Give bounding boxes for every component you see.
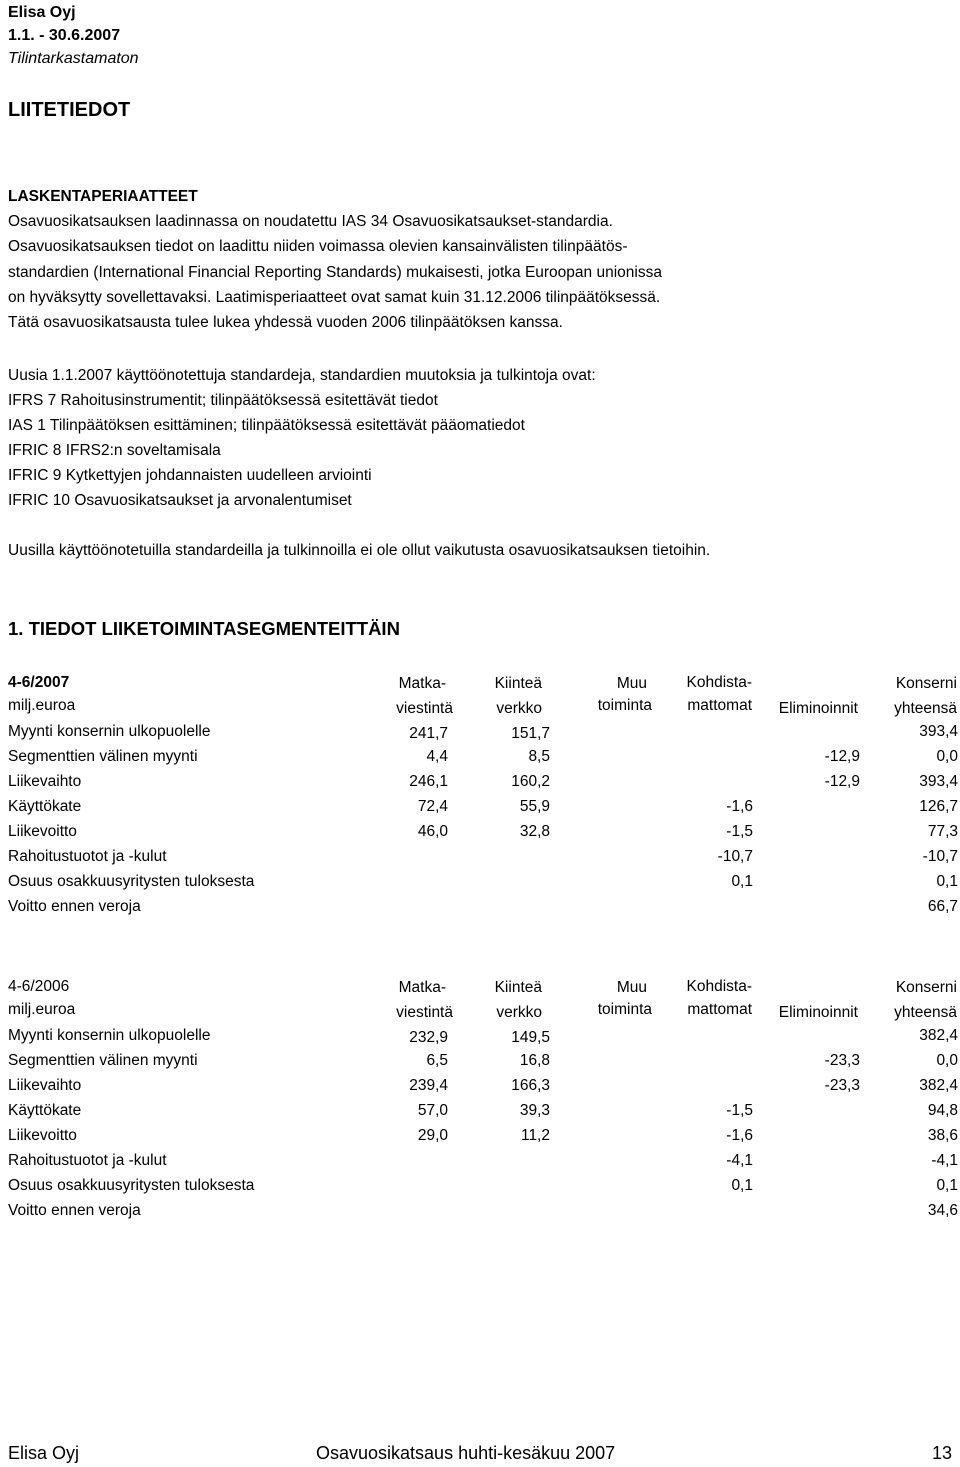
cell-value: 34,6 — [927, 1202, 958, 1219]
row-label: Rahoitustuotot ja -kulut — [8, 848, 167, 865]
unit-label: milj.euroa — [8, 1001, 76, 1018]
cell-value: 126,7 — [919, 798, 958, 815]
cell-value: 0,0 — [936, 748, 958, 765]
col-header: Konserni — [895, 675, 957, 692]
row-label: Osuus osakkuusyritysten tuloksesta — [8, 873, 255, 890]
cell-value: -4,1 — [726, 1152, 753, 1169]
row-label: Käyttökate — [8, 1102, 82, 1119]
row-label: Myynti konsernin ulkopuolelle — [8, 1027, 211, 1044]
segments-heading: 1. TIEDOT LIIKETOIMINTASEGMENTEITTÄIN — [8, 618, 400, 639]
col-header: toiminta — [597, 697, 652, 714]
new-standard-item: IFRIC 8 IFRS2:n soveltamisala — [8, 442, 221, 459]
table-row — [8, 1128, 958, 1148]
table-row — [8, 774, 958, 794]
cell-value: 0,1 — [731, 873, 753, 890]
col-header: Konserni — [895, 979, 957, 996]
table-row — [8, 799, 958, 819]
row-label: Rahoitustuotot ja -kulut — [8, 1152, 167, 1169]
table-row — [8, 1103, 958, 1123]
cell-value: 94,8 — [927, 1102, 958, 1119]
table-row — [8, 849, 958, 869]
col-header: verkko — [496, 1004, 542, 1021]
row-label: Voitto ennen veroja — [8, 1202, 141, 1219]
company-name: Elisa Oyj — [8, 4, 76, 21]
row-label: Liikevaihto — [8, 1077, 82, 1094]
table-period: 4-6/2006 — [8, 978, 70, 995]
cell-value: 0,1 — [731, 1177, 753, 1194]
new-standard-item: IFRIC 10 Osavuosikatsaukset ja arvonalentumiset — [8, 492, 352, 509]
col-header: Eliminoinnit — [778, 1004, 858, 1021]
new-standard-item: IFRIC 9 Kytkettyjen johdannaisten uudelleen arviointi — [8, 467, 372, 484]
segment-table-2007 — [8, 673, 958, 923]
cell-value: 77,3 — [927, 823, 958, 840]
report-period: 1.1. - 30.6.2007 — [8, 27, 121, 44]
table-row — [8, 1078, 958, 1098]
col-header: Kiinteä — [494, 979, 542, 996]
cell-value: 393,4 — [919, 773, 958, 790]
table-row — [8, 1203, 958, 1223]
cell-value: 72,4 — [417, 798, 448, 815]
page-title: LIITETIEDOT — [8, 99, 131, 121]
col-header: Muu — [616, 979, 647, 996]
table-row — [8, 824, 958, 844]
cell-value: 166,3 — [511, 1077, 550, 1094]
cell-value: 66,7 — [927, 898, 958, 915]
cell-value: 382,4 — [919, 1077, 958, 1094]
cell-value: -4,1 — [931, 1152, 958, 1169]
table-row — [8, 1028, 958, 1048]
col-header: mattomat — [687, 697, 752, 714]
table-row — [8, 899, 958, 919]
cell-value: 11,2 — [520, 1127, 550, 1144]
col-header: yhteensä — [894, 700, 957, 717]
col-header: Kiinteä — [494, 675, 542, 692]
table-row — [8, 874, 958, 894]
col-header: yhteensä — [894, 1004, 957, 1021]
cell-value: 0,0 — [936, 1052, 958, 1069]
new-standard-item: IFRS 7 Rahoitusinstrumentit; tilinpäätöksessä esitettävät tiedot — [8, 392, 438, 409]
cell-value: -12,9 — [824, 773, 860, 790]
cell-value: 32,8 — [519, 823, 550, 840]
row-label: Segmenttien välinen myynti — [8, 1052, 198, 1069]
cell-value: 55,9 — [519, 798, 550, 815]
accounting-line: Osavuosikatsauksen laadinnassa on noudatettu IAS 34 Osavuosikatsaukset-standardia. — [8, 213, 613, 230]
cell-value: 0,1 — [936, 873, 958, 890]
cell-value: 29,0 — [417, 1127, 448, 1144]
row-label: Liikevaihto — [8, 773, 82, 790]
row-label: Osuus osakkuusyritysten tuloksesta — [8, 1177, 255, 1194]
cell-value: -1,5 — [726, 1102, 753, 1119]
col-header: toiminta — [597, 1001, 652, 1018]
cell-value: 149,5 — [511, 1029, 550, 1046]
col-header: mattomat — [687, 1001, 752, 1018]
table-row — [8, 749, 958, 769]
cell-value: -12,9 — [824, 748, 860, 765]
row-label: Liikevoitto — [8, 1127, 77, 1144]
cell-value: 6,5 — [426, 1052, 448, 1069]
table-period: 4-6/2007 — [8, 674, 70, 691]
col-header: Matka- — [398, 675, 446, 692]
cell-value: 232,9 — [409, 1029, 448, 1046]
row-label: Segmenttien välinen myynti — [8, 748, 198, 765]
cell-value: 16,8 — [519, 1052, 550, 1069]
cell-value: 246,1 — [409, 773, 448, 790]
cell-value: -1,6 — [726, 1127, 753, 1144]
new-standard-item: IAS 1 Tilinpäätöksen esittäminen; tilinpäätöksessä esitettävät pääomatiedot — [8, 417, 525, 434]
new-standards-intro: Uusia 1.1.2007 käyttöönotettuja standardeja, standardien muutoksia ja tulkintoja ovat: — [8, 367, 596, 384]
row-label: Voitto ennen veroja — [8, 898, 141, 915]
page-number: 13 — [931, 1443, 952, 1463]
col-header: Eliminoinnit — [778, 700, 858, 717]
cell-value: 239,4 — [409, 1077, 448, 1094]
cell-value: 241,7 — [409, 725, 448, 742]
cell-value: -10,7 — [717, 848, 753, 865]
accounting-line: on hyväksytty sovellettavaksi. Laatimisperiaatteet ovat samat kuin 31.12.2006 tilinpäätöksessä. — [8, 289, 661, 306]
cell-value: 39,3 — [519, 1102, 550, 1119]
cell-value: 0,1 — [936, 1177, 958, 1194]
table-row — [8, 724, 958, 744]
row-label: Käyttökate — [8, 798, 82, 815]
table-row — [8, 1053, 958, 1073]
row-label: Myynti konsernin ulkopuolelle — [8, 723, 211, 740]
cell-value: -23,3 — [824, 1077, 860, 1094]
col-header: Kohdista- — [686, 674, 752, 691]
accounting-line: Tätä osavuosikatsausta tulee lukea yhdessä vuoden 2006 tilinpäätöksen kanssa. — [8, 314, 563, 331]
cell-value: 160,2 — [511, 773, 550, 790]
cell-value: 8,5 — [528, 748, 550, 765]
accounting-line: Osavuosikatsauksen tiedot on laadittu niiden voimassa olevien kansainvälisten tilinpäätös- — [8, 238, 628, 255]
table-row — [8, 1178, 958, 1198]
standards-conclusion: Uusilla käyttöönotetuilla standardeilla ja tulkinnoilla ei ole ollut vaikutusta osavuosikatsauksen tietoihin. — [8, 542, 711, 559]
cell-value: 393,4 — [919, 723, 958, 740]
cell-value: -1,6 — [726, 798, 753, 815]
accounting-line: standardien (International Financial Reporting Standards) mukaisesti, jotka Euroopan unionissa — [8, 264, 662, 281]
cell-value: 57,0 — [417, 1102, 448, 1119]
col-header: viestintä — [396, 700, 453, 717]
cell-value: 151,7 — [511, 725, 550, 742]
audit-status: Tilintarkastamaton — [8, 50, 139, 67]
col-header: Muu — [616, 675, 647, 692]
table-row — [8, 1153, 958, 1173]
unit-label: milj.euroa — [8, 697, 76, 714]
cell-value: 4,4 — [426, 748, 448, 765]
col-header: Matka- — [398, 979, 446, 996]
col-header: Kohdista- — [686, 978, 752, 995]
footer-company: Elisa Oyj — [8, 1443, 80, 1463]
cell-value: 382,4 — [919, 1027, 958, 1044]
cell-value: 46,0 — [417, 823, 448, 840]
col-header: verkko — [496, 700, 542, 717]
segment-table-2006 — [8, 977, 958, 1227]
row-label: Liikevoitto — [8, 823, 77, 840]
cell-value: -23,3 — [824, 1052, 860, 1069]
cell-value: 38,6 — [927, 1127, 958, 1144]
col-header: viestintä — [396, 1004, 453, 1021]
cell-value: -10,7 — [922, 848, 958, 865]
accounting-heading: LASKENTAPERIAATTEET — [8, 188, 198, 205]
cell-value: -1,5 — [726, 823, 753, 840]
footer-report-title: Osavuosikatsaus huhti-kesäkuu 2007 — [316, 1443, 616, 1463]
